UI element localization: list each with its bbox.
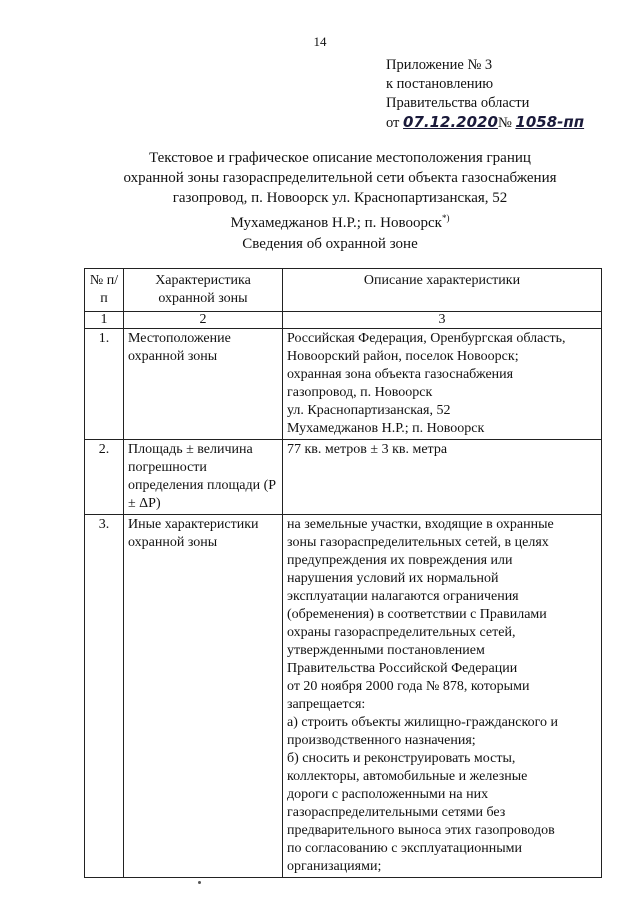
row-characteristic: Площадь ± величина погрешности определения площади (Р ± ΔР) (124, 440, 283, 515)
appendix-date-line (386, 113, 584, 133)
description-line: Мухамеджанов Н.Р.; п. Новоорск (287, 421, 485, 436)
document-title (60, 148, 620, 233)
description-line: Правительства Российской Федерации (287, 661, 518, 676)
col-index-3: 3 (283, 312, 602, 329)
table-index-row (85, 312, 602, 329)
description-line: газораспределительными сетями без (287, 805, 506, 820)
description-line: производственного назначения; (287, 733, 476, 748)
description-line: по согласованию с эксплуатационными (287, 841, 522, 856)
row-characteristic: Иные характеристики охранной зоны (124, 515, 283, 878)
description-line: организациями; (287, 859, 382, 874)
description-line: утвержденными постановлением (287, 643, 485, 658)
row-characteristic: Местоположение охранной зоны (124, 329, 283, 440)
title-line-1: Текстовое и графическое описание местоположения границ (149, 150, 531, 166)
description-line: запрещается: (287, 697, 366, 712)
scan-speck (198, 881, 201, 884)
description-line: на земельные участки, входящие в охранные (287, 517, 554, 532)
description-line: охраны газораспределительных сетей, (287, 625, 516, 640)
title-line-2: охранной зоны газораспределительной сети объекта газоснабжения (123, 170, 557, 186)
description-line: 77 кв. метров ± 3 кв. метра (287, 442, 448, 457)
number-label: № (497, 115, 512, 131)
description-line: газопровод, п. Новоорск (287, 385, 433, 400)
protection-zone-table (84, 268, 602, 878)
page-number: 14 (313, 34, 327, 49)
description-line: ул. Краснопартизанская, 52 (287, 403, 451, 418)
description-line: зоны газораспределительных сетей, в целях (287, 535, 549, 550)
col-index-1: 1 (85, 312, 124, 329)
description-line: (обременения) в соответствии с Правилами (287, 607, 547, 622)
appendix-line-3: Правительства области (386, 95, 530, 111)
footnote-mark: *) (441, 213, 450, 223)
description-line: а) строить объекты жилищно-гражданского и (287, 715, 558, 730)
table-row (85, 440, 602, 515)
table-row (85, 515, 602, 878)
row-number: 1. (85, 329, 124, 440)
description-line: дороги с расположенными на них (287, 787, 489, 802)
description-line: нарушения условий их нормальной (287, 571, 499, 586)
appendix-line-1: Приложение № 3 (386, 57, 493, 73)
description-line: коллекторы, автомобильные и железные (287, 769, 528, 784)
row-description (283, 515, 602, 878)
col-index-2: 2 (124, 312, 283, 329)
header-number: № п/п (85, 269, 124, 312)
appendix-line-2: к постановлению (386, 76, 494, 92)
table-row (85, 329, 602, 440)
handwritten-date: 07.12.2020 (403, 113, 498, 131)
row-number: 3. (85, 515, 124, 878)
row-description (283, 329, 602, 440)
title-line-4: Мухамеджанов Н.Р.; п. Новоорск*) (230, 213, 450, 231)
header-characteristic: Характеристика охранной зоны (124, 269, 283, 312)
description-line: предварительного выноса этих газопроводов (287, 823, 555, 838)
row-number: 2. (85, 440, 124, 515)
description-line: Новоорский район, поселок Новоорск; (287, 349, 519, 364)
description-line: эксплуатации налагаются ограничения (287, 589, 519, 604)
section-title: Сведения об охранной зоне (242, 236, 418, 252)
description-line: Российская Федерация, Оренбургская область, (287, 331, 566, 346)
header-description: Описание характеристики (283, 269, 602, 312)
row-description (283, 440, 602, 515)
appendix-header (386, 56, 584, 133)
date-prefix: от (386, 115, 400, 131)
title-line-3: газопровод, п. Новоорск ул. Краснопартизанская, 52 (172, 190, 508, 206)
description-line: охранная зона объекта газоснабжения (287, 367, 514, 382)
table-header-row (85, 269, 602, 312)
description-line: предупреждения их повреждения или (287, 553, 513, 568)
handwritten-number: 1058-пп (515, 113, 585, 131)
description-line: б) сносить и реконструировать мосты, (287, 751, 516, 766)
description-line: от 20 ноября 2000 года № 878, которыми (287, 679, 530, 694)
